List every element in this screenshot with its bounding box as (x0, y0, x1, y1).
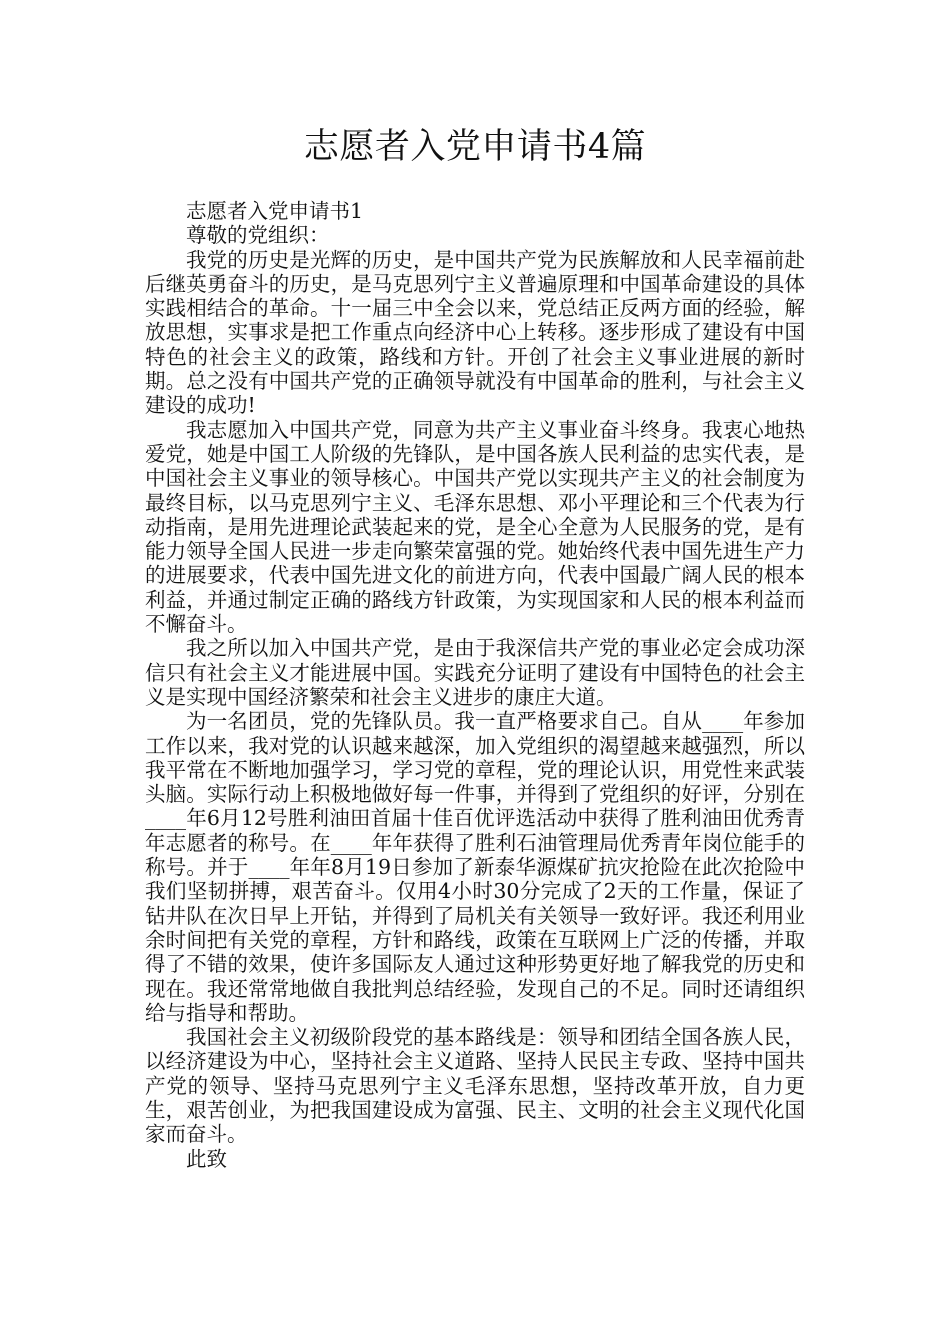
document-title: 志愿者入党申请书4篇 (303, 127, 647, 167)
paragraph: 我党的历史是光辉的历史，是中国共产党为民族解放和人民幸福前赴后继英勇奋斗的历史，是马克思列宁主义普遍原理和中国革命建设的具体实践相结合的革命。十一届三中全会以来，党总结正反两方面的经验，解放思想，实事求是把工作重点向经济中心上转移。逐步形成了建设有中国特色的社会主义的政策，路线和方针。开创了社会主义事业进展的新时期。总之没有中国共产党的正确领导就没有中国革命的胜利，与社会主义建设的成功! (145, 247, 805, 418)
paragraph: 我志愿加入中国共产党，同意为共产主义事业奋斗终身。我衷心地热爱党，她是中国工人阶级的先锋队，是中国各族人民利益的忠实代表，是中国社会主义事业的领导核心。中国共产党以实现共产主义的社会制度为最终目标，以马克思列宁主义、毛泽东思想、邓小平理论和三个代表为行动指南，是用先进理论武装起来的党，是全心全意为人民服务的党，是有能力领导全国人民进一步走向繁荣富强的党。她始终代表中国先进生产力的进展要求，代表中国先进文化的前进方向，代表中国最广阔人民的根本利益，并通过制定正确的路线方针政策，为实现国家和人民的根本利益而不懈奋斗。 (145, 417, 805, 637)
paragraph: 我之所以加入中国共产党，是由于我深信共产党的事业必定会成功深信只有社会主义才能进展中国。实践充分证明了建设有中国特色的社会主义是实现中国经济繁荣和社会主义进步的康庄大道。 (145, 636, 805, 709)
closing: 此致 (186, 1146, 227, 1171)
paragraph: 为一名团员，党的先锋队员。我一直严格要求自己。自从____年参加工作以来，我对党的认识越来越深，加入党组织的渴望越来越强烈，所以我平常在不断地加强学习，学习党的章程，党的理论认识，用党性来武装头脑。实际行动上积极地做好每一件事，并得到了党组织的好评，分别在____年6月12号胜利油田首届十佳百优评选活动中获得了胜利油田优秀青年志愿者的称号。在____年年获得了胜利石油管理局优秀青年岗位能手的称号。并于____年年8月19日参加了新泰华源煤矿抗灾抢险在此次抢险中我们坚韧拼搏，艰苦奋斗。仅用4小时30分完成了2天的工作量，保证了钻井队在次日早上开钻，并得到了局机关有关领导一致好评。我还利用业余时间把有关党的章程，方针和路线，政策在互联网上广泛的传播，并取得了不错的效果，使许多国际友人通过这种形势更好地了解我党的历史和现在。我还常常地做自我批判总结经验，发现自己的不足。同时还请组织给与指导和帮助。 (145, 709, 805, 1025)
document-body (145, 199, 805, 1171)
section-heading: 志愿者入党申请书1 (186, 199, 364, 223)
paragraph: 我国社会主义初级阶段党的基本路线是：领导和团结全国各族人民，以经济建设为中心，坚持社会主义道路、坚持人民民主专政、坚持中国共产党的领导、坚持马克思列宁主义毛泽东思想，坚持改革开放，自力更生，艰苦创业，为把我国建设成为富强、民主、文明的社会主义现代化国家而奋斗。 (145, 1025, 805, 1147)
salutation: 尊敬的党组织： (186, 223, 330, 248)
